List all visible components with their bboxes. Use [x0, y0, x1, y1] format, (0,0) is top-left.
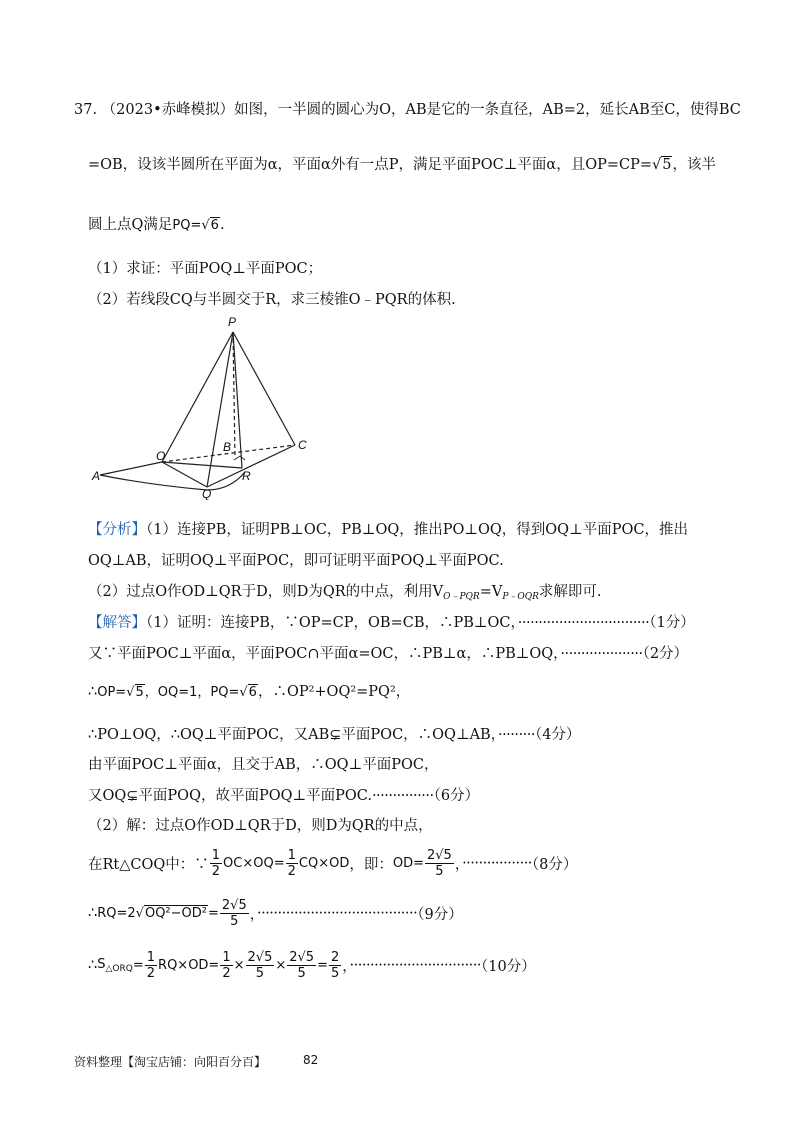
solution-line-9: ∴RQ=2√OQ²−OD²= $\frac{2√5}{5}$ ，·······································（9分） [88, 898, 463, 929]
problem-text-3: 圆上点Q满足 [88, 217, 173, 233]
solution-line-7: （2）解：过点O作OD⊥QR于D，则D为QR的中点， [88, 818, 433, 834]
label-A: A [92, 469, 101, 483]
solution-line-1: 【解答】（1）证明：连接PB，∵OP=CP，OB=CB，∴PB⊥OC，································（1分） [88, 615, 695, 631]
footer-text: 资料整理【淘宝店铺：向阳百分百】 [74, 1055, 267, 1069]
solution-line-5: 由平面POC⊥平面α，且交于AB，∴OQ⊥平面POC， [88, 757, 439, 773]
page-number: 82 [303, 1053, 319, 1067]
solution-line-6: 又OQ⊊平面POQ，故平面POQ⊥平面POC.···············（6分） [88, 788, 480, 804]
edge-PC [233, 332, 295, 445]
label-P: P [228, 315, 237, 329]
right-angle-mark [234, 456, 245, 460]
analysis-line-3: （2）过点O作OD⊥QR于D，则D为QR的中点，利用$V_{O﹣PQR}=V_{P﹣OQR}$求解即可. [88, 584, 602, 602]
problem-source: （2023•赤峰模拟） [101, 102, 235, 118]
solution-line-3: ∴OP=√5，OQ=1，PQ=√6，∴OP²+OQ²=PQ²， [88, 684, 411, 700]
solution-line-8: 在Rt△COQ中：∵ $\frac{1}{2}$ OC×OQ= $\frac{1}{2}$ CQ×OD，即：OD= $\frac{2√5}{5}$ ，·················（8分） [88, 848, 578, 879]
problem-line-1 [74, 98, 741, 119]
solution-tag: 【解答】 [88, 615, 146, 631]
analysis-line-1: 【分析】（1）连接PB，证明PB⊥OC，PB⊥OQ，推出PO⊥OQ，得到OQ⊥平面POC，推出 [88, 522, 688, 538]
problem-text-2: =OB，设该半圆所在平面为α，平面α外有一点P，满足平面POC⊥平面α，且OP=CP= [88, 157, 652, 173]
label-C: C [298, 438, 307, 452]
edge-OQ [162, 462, 207, 487]
sqrt-6: √6 [201, 218, 219, 233]
geometry-figure [90, 310, 330, 500]
sqrt-5: √5 [652, 157, 672, 173]
question-2: （2）若线段CQ与半圆交于R，求三棱锥O﹣PQR的体积. [88, 292, 456, 308]
label-B: B [223, 440, 232, 454]
solution-line-10: $\therefore S_{\triangle ORQ}=$ $\frac{1}{2}$ RQ×OD= $\frac{1}{2}$ × $\frac{2√5}{5}$ × $\frac{2√5}{5}$ = $\frac{2}{5}$ ，································（10分） [88, 950, 536, 981]
problem-text-1: 如图，一半圆的圆心为O，AB是它的一条直径，AB=2，延长AB至C，使得BC [234, 102, 741, 118]
solution-line-2: 又∵平面POC⊥平面α，平面POC∩平面α=OC，∴PB⊥α，∴PB⊥OQ，····················（2分） [88, 646, 689, 662]
edge-OR [162, 462, 242, 468]
analysis-tag: 【分析】 [88, 522, 146, 538]
edge-AO [100, 462, 162, 475]
solution-line-4: ∴PO⊥OQ，∴OQ⊥平面POC，又AB⊊平面POC，∴OQ⊥AB，·········（4分） [88, 727, 581, 743]
analysis-line-2: OQ⊥AB，证明OQ⊥平面POC，即可证明平面POQ⊥平面POC. [88, 553, 504, 569]
problem-line-3: 圆上点Q满足PQ=√6. [88, 217, 225, 233]
question-1: （1）求证：平面POQ⊥平面POC； [88, 261, 323, 277]
label-R: R [242, 469, 251, 483]
label-Q: Q [202, 487, 212, 500]
problem-line-2: =OB，设该半圆所在平面为α，平面α外有一点P，满足平面POC⊥平面α，且OP=CP=√5，该半 [88, 157, 716, 173]
label-O: O [156, 449, 166, 463]
problem-number: 37. [74, 102, 98, 118]
semicircle-arc [100, 472, 245, 490]
